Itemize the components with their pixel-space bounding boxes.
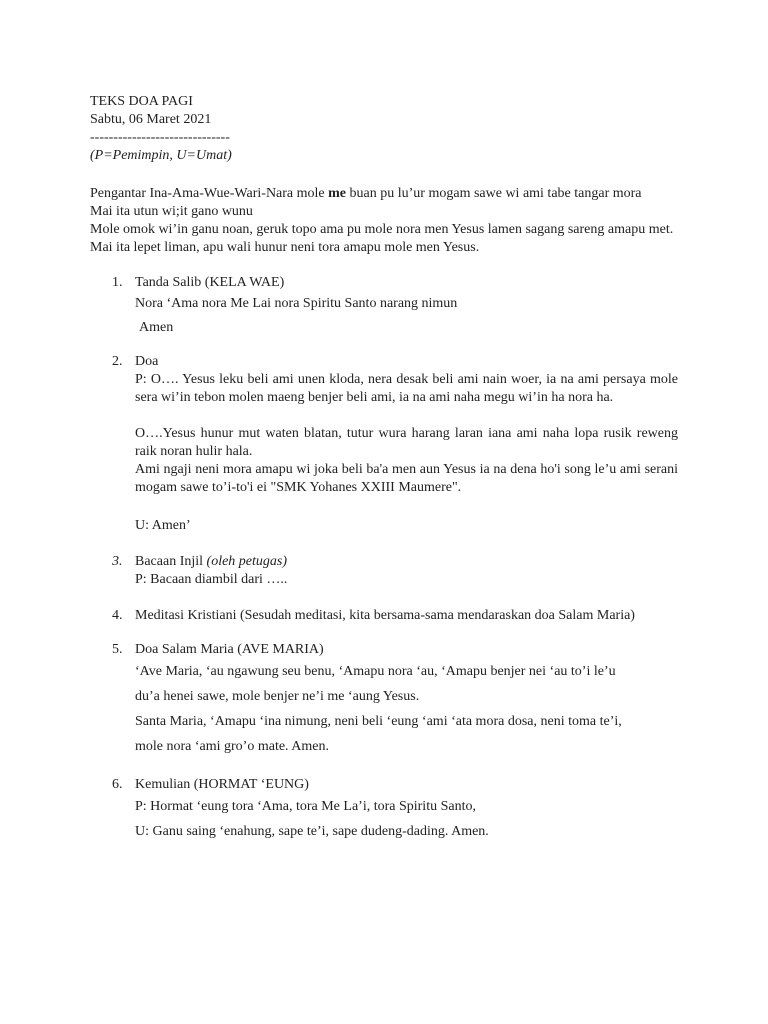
prayer-list — [90, 274, 678, 844]
intro-paragraph-3: Mole omok wi’in ganu noan, geruk topo ama pu mole nora men Yesus lamen sagang sareng amapu met. — [90, 222, 674, 237]
list-item-meditasi — [90, 607, 678, 625]
item-line: P: Bacaan diambil dari ….. — [135, 572, 288, 587]
item-line: Nora ‘Ama nora Me Lai nora Spiritu Santo narang nimun — [135, 296, 458, 311]
header — [90, 93, 678, 165]
document-date: Sabtu, 06 Maret 2021 — [90, 112, 212, 127]
item-title — [135, 553, 678, 571]
item-response: U: Amen’ — [135, 518, 191, 533]
intro-paragraph-4: Mai ita lepet liman, apu wali hunur neni tora amapu mole men Yesus. — [90, 240, 480, 255]
list-item-doa — [90, 353, 678, 535]
divider: ------------------------------ — [90, 130, 230, 145]
intro-bold-word: me — [328, 186, 347, 201]
intro-text: Pengantar Ina-Ama-Wue-Wari-Nara mole — [90, 186, 329, 201]
item-number: 5. — [112, 642, 123, 657]
item-line: P: Hormat ‘eung tora ‘Ama, tora Me La’i, tora Spiritu Santo, — [135, 799, 476, 814]
item-number: 1. — [112, 275, 123, 290]
list-item-kemulian — [90, 776, 678, 844]
item-title-text: Bacaan Injil — [135, 554, 207, 569]
item-paragraph: O….Yesus hunur mut waten blatan, tutur wura harang laran iana ami naha lopa rusik reweng raik noran hulir hala. — [135, 426, 678, 459]
list-item-salam-maria — [90, 641, 678, 759]
list-item-bacaan-injil — [90, 553, 678, 589]
item-title-italic: (oleh petugas) — [206, 554, 288, 569]
item-number: 4. — [112, 608, 123, 623]
intro-paragraph-2: Mai ita utun wi;it gano wunu — [90, 204, 253, 219]
legend: (P=Pemimpin, U=Umat) — [90, 148, 232, 163]
item-title: Doa Salam Maria (AVE MARIA) — [135, 642, 324, 657]
item-title: Kemulian (HORMAT ‘EUNG) — [135, 777, 309, 792]
item-line: Santa Maria, ‘Amapu ‘ina nimung, neni beli ‘eung ‘ami ‘ata mora dosa, neni toma te’i, — [135, 714, 622, 729]
intro-paragraph-1 — [90, 185, 678, 203]
item-line: Amen — [139, 320, 174, 335]
item-number: 6. — [112, 777, 123, 792]
item-number: 3. — [112, 554, 123, 569]
item-line: ‘Ave Maria, ‘au ngawung seu benu, ‘Amapu nora ‘au, ‘Amapu benjer nei ‘au to’i le’u — [135, 664, 616, 679]
item-title: Meditasi Kristiani (Sesudah meditasi, kita bersama-sama mendaraskan doa Salam Maria) — [135, 608, 635, 623]
item-title: Doa — [135, 354, 159, 369]
document-page — [90, 93, 678, 844]
item-line: du’a henei sawe, mole benjer ne’i me ‘aung Yesus. — [135, 689, 420, 704]
list-item-tanda-salib — [90, 274, 678, 344]
intro-text: buan pu lu’ur mogam sawe wi ami tabe tangar mora — [346, 186, 642, 201]
intro-section — [90, 185, 678, 257]
item-paragraph: Ami ngaji neni mora amapu wi joka beli ba'a men aun Yesus ia na dena ho'i song le’u ami serani mogam sawe to’i-to'i ei "SMK Yohanes XXIII Maumere". — [135, 462, 678, 495]
item-line: mole nora ‘ami gro’o mate. Amen. — [135, 739, 329, 754]
item-title: Tanda Salib (KELA WAE) — [135, 275, 285, 290]
item-paragraph: P: O…. Yesus leku beli ami unen kloda, nera desak beli ami nain woer, ia na ami persaya mole sera wi’in tebon molen maeng benjer beli ami, ia na ami naha megu wi’in ha nora ha. — [135, 372, 678, 405]
item-line: U: Ganu saing ‘enahung, sape te’i, sape dudeng-dading. Amen. — [135, 824, 489, 839]
document-title: TEKS DOA PAGI — [90, 94, 193, 109]
item-number: 2. — [112, 354, 123, 369]
